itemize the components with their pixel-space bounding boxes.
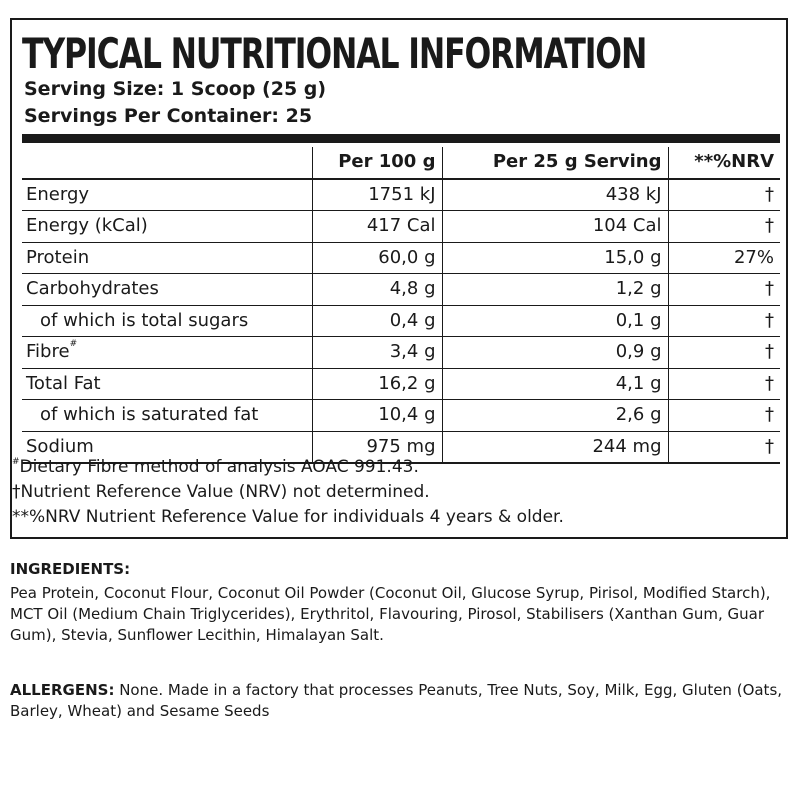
table-row bbox=[22, 368, 780, 400]
serving-size: Serving Size: 1 Scoop (25 g) bbox=[24, 78, 327, 100]
value-per-serving: 15,0 g bbox=[442, 242, 668, 274]
panel-title: TYPICAL NUTRITIONAL INFORMATION bbox=[22, 29, 647, 78]
header-per-serving: Per 25 g Serving bbox=[442, 147, 668, 179]
footnote-nrv-note: **%NRV Nutrient Reference Value for individuals 4 years & older. bbox=[12, 507, 564, 527]
value-per-serving: 4,1 g bbox=[442, 368, 668, 400]
value-per-serving: 244 mg bbox=[442, 431, 668, 463]
allergens-text: None. Made in a factory that processes Peanuts, Tree Nuts, Soy, Milk, Egg, Gluten (Oats, Barley, Wheat) and Sesame Seeds bbox=[10, 681, 783, 720]
value-nrv: † bbox=[668, 179, 780, 211]
footnotes bbox=[12, 455, 564, 530]
ingredients-heading: INGREDIENTS: bbox=[10, 560, 131, 578]
value-nrv: † bbox=[668, 400, 780, 432]
nutrient-name: Total Fat bbox=[22, 368, 312, 400]
value-nrv: † bbox=[668, 431, 780, 463]
value-per-serving: 438 kJ bbox=[442, 179, 668, 211]
table-row bbox=[22, 179, 780, 211]
nutrient-name-cell bbox=[22, 337, 312, 369]
nutrient-name: Fibre bbox=[26, 341, 70, 363]
footnote-fibre-text: Dietary Fibre method of analysis AOAC 991.43. bbox=[19, 457, 419, 477]
allergens-block bbox=[10, 680, 790, 722]
header-divider bbox=[22, 134, 780, 143]
value-per-serving: 1,2 g bbox=[442, 274, 668, 306]
nutrient-name: of which is saturated fat bbox=[22, 400, 312, 432]
nutrition-table bbox=[22, 147, 780, 464]
value-per-100g: 10,4 g bbox=[312, 400, 442, 432]
footnote-fibre bbox=[12, 455, 564, 480]
value-per-100g: 0,4 g bbox=[312, 305, 442, 337]
value-per-serving: 0,9 g bbox=[442, 337, 668, 369]
value-per-serving: 0,1 g bbox=[442, 305, 668, 337]
value-nrv: † bbox=[668, 368, 780, 400]
footnote-nrv-not-determined: †Nutrient Reference Value (NRV) not determined. bbox=[12, 482, 430, 502]
table-header-row bbox=[22, 147, 780, 179]
value-per-100g: 16,2 g bbox=[312, 368, 442, 400]
ingredients-text: Pea Protein, Coconut Flour, Coconut Oil Powder (Coconut Oil, Glucose Syrup, Pirisol, Modified Starch), MCT Oil (Medium Chain Triglycerides), Erythritol, Flavouring, Pirosol, Stabilisers (Xanthan Gum, Guar Gum), Stevia, Sunflower Lecithin, Himalayan Salt. bbox=[10, 584, 771, 644]
table-row bbox=[22, 400, 780, 432]
value-per-100g: 1751 kJ bbox=[312, 179, 442, 211]
nutrient-name: Carbohydrates bbox=[22, 274, 312, 306]
value-per-serving: 2,6 g bbox=[442, 400, 668, 432]
value-per-100g: 4,8 g bbox=[312, 274, 442, 306]
value-per-100g: 417 Cal bbox=[312, 211, 442, 243]
value-per-100g: 60,0 g bbox=[312, 242, 442, 274]
value-nrv: † bbox=[668, 337, 780, 369]
value-nrv: 27% bbox=[668, 242, 780, 274]
servings-per-container: Servings Per Container: 25 bbox=[24, 105, 313, 127]
value-per-serving: 104 Cal bbox=[442, 211, 668, 243]
table-row bbox=[22, 274, 780, 306]
value-nrv: † bbox=[668, 274, 780, 306]
table-row bbox=[22, 211, 780, 243]
table-row bbox=[22, 242, 780, 274]
nutrient-name: of which is total sugars bbox=[22, 305, 312, 337]
value-nrv: † bbox=[668, 211, 780, 243]
header-nrv: **%NRV bbox=[668, 147, 780, 179]
table-row bbox=[22, 337, 780, 369]
allergens-label: ALLERGENS: bbox=[10, 681, 115, 699]
value-per-100g: 975 mg bbox=[312, 431, 442, 463]
value-per-100g: 3,4 g bbox=[312, 337, 442, 369]
header-name bbox=[22, 147, 312, 179]
nutrient-name: Protein bbox=[22, 242, 312, 274]
value-nrv: † bbox=[668, 305, 780, 337]
header-per-100g: Per 100 g bbox=[312, 147, 442, 179]
fibre-footnote-mark: # bbox=[12, 457, 20, 467]
fibre-footnote-mark: # bbox=[69, 339, 78, 350]
table-row bbox=[22, 305, 780, 337]
nutrient-name: Sodium bbox=[22, 431, 312, 463]
nutrient-name: Energy (kCal) bbox=[22, 211, 312, 243]
nutrient-name: Energy bbox=[22, 179, 312, 211]
